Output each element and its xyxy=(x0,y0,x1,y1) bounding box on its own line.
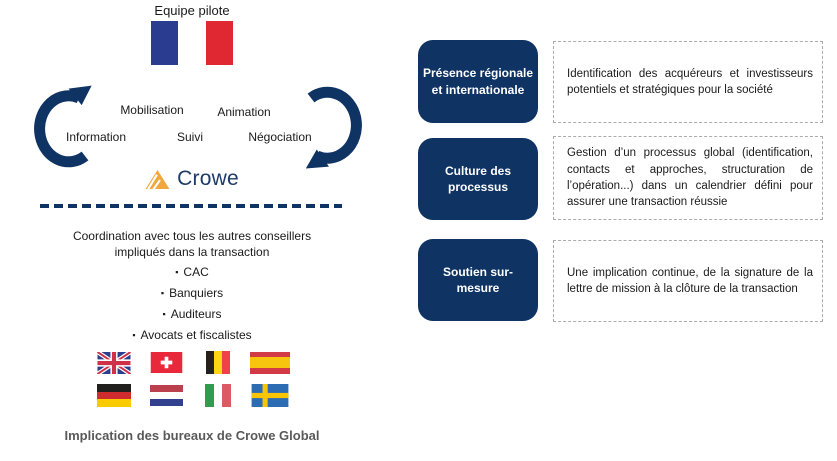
flag-sweden xyxy=(250,384,290,407)
flag-cell xyxy=(192,351,244,374)
flag-italy xyxy=(205,384,231,407)
dashed-divider xyxy=(40,204,342,208)
value-prop-description: Une implication continue, de la signature de la lettre de mission à la clôture de la transaction xyxy=(567,266,813,295)
value-prop-label-culture xyxy=(418,138,538,220)
flag-cell xyxy=(192,384,244,407)
label-line: et internationale xyxy=(431,82,525,97)
value-prop-text-presence xyxy=(553,41,823,123)
flag-cell xyxy=(244,384,296,407)
flag-france xyxy=(151,21,233,65)
cycle-arrow-right-icon xyxy=(300,84,366,172)
country-flags-grid xyxy=(18,351,366,407)
flag-cell xyxy=(140,352,192,373)
value-prop-description: Identification des acquéreurs et investisseurs potentiels et stratégiques pour la société xyxy=(567,67,813,96)
crowe-global-caption: Implication des bureaux de Crowe Global xyxy=(64,428,320,443)
cycle-word-mobilisation: Mobilisation xyxy=(120,103,184,117)
flag-germany xyxy=(97,384,131,407)
flag-netherlands xyxy=(150,385,183,407)
value-prop-text-soutien xyxy=(553,240,823,322)
flag-cell xyxy=(88,384,140,407)
crowe-mountain-icon xyxy=(145,169,170,190)
cycle-word-suivi: Suivi xyxy=(176,130,204,144)
flag-cell xyxy=(88,352,140,374)
list-item-label: Banquiers xyxy=(169,286,224,300)
bullet-icon: ▪ xyxy=(132,330,136,340)
cycle-arrow-left-icon xyxy=(28,82,100,172)
advisors-list xyxy=(18,262,366,346)
pilot-team-title: Equipe pilote xyxy=(154,3,230,18)
coordination-line-1: Coordination avec tous les autres conseillers xyxy=(72,229,312,243)
label-line: processus xyxy=(447,180,509,194)
list-item-label: CAC xyxy=(183,265,209,279)
flag-united-kingdom xyxy=(97,352,131,374)
label-line: Culture des xyxy=(444,163,511,178)
bullet-icon: ▪ xyxy=(175,267,179,277)
process-cycle xyxy=(18,80,366,176)
flag-spain xyxy=(250,352,290,374)
flag-switzerland xyxy=(150,352,183,373)
list-item-label: Auditeurs xyxy=(170,307,222,321)
list-item xyxy=(18,304,366,325)
coordination-line-2: impliqués dans la transaction xyxy=(114,245,270,260)
cycle-word-information: Information xyxy=(65,130,127,144)
value-prop-label-soutien xyxy=(418,239,538,321)
value-prop-text-culture xyxy=(553,136,823,220)
crowe-logo-text: Crowe xyxy=(177,167,239,190)
flags-row-2 xyxy=(18,384,366,407)
list-item xyxy=(18,262,366,283)
cycle-word-negociation: Négociation xyxy=(248,130,312,144)
flag-cell xyxy=(140,385,192,407)
crowe-logo xyxy=(18,167,366,191)
cycle-word-animation: Animation xyxy=(217,105,271,119)
label-line: mesure xyxy=(456,281,500,295)
bullet-icon: ▪ xyxy=(162,309,166,319)
list-item-label: Avocats et fiscalistes xyxy=(140,328,252,342)
bullet-icon: ▪ xyxy=(160,288,165,298)
pilot-team-section xyxy=(18,0,366,461)
coordination-text xyxy=(18,228,366,260)
list-item xyxy=(18,283,366,304)
flags-row-1 xyxy=(18,351,366,374)
value-prop-label-presence xyxy=(418,40,538,123)
flag-cell xyxy=(244,352,296,374)
list-item xyxy=(18,325,366,346)
label-line: Présence régionale xyxy=(422,66,534,81)
value-prop-description: Gestion d’un processus global (identification, contacts et approches, structuration de l’opération...) dans un calendrier défini pour assurer une transaction réussie xyxy=(567,147,813,209)
flag-belgium xyxy=(206,351,231,374)
label-line: Soutien sur- xyxy=(442,264,513,279)
